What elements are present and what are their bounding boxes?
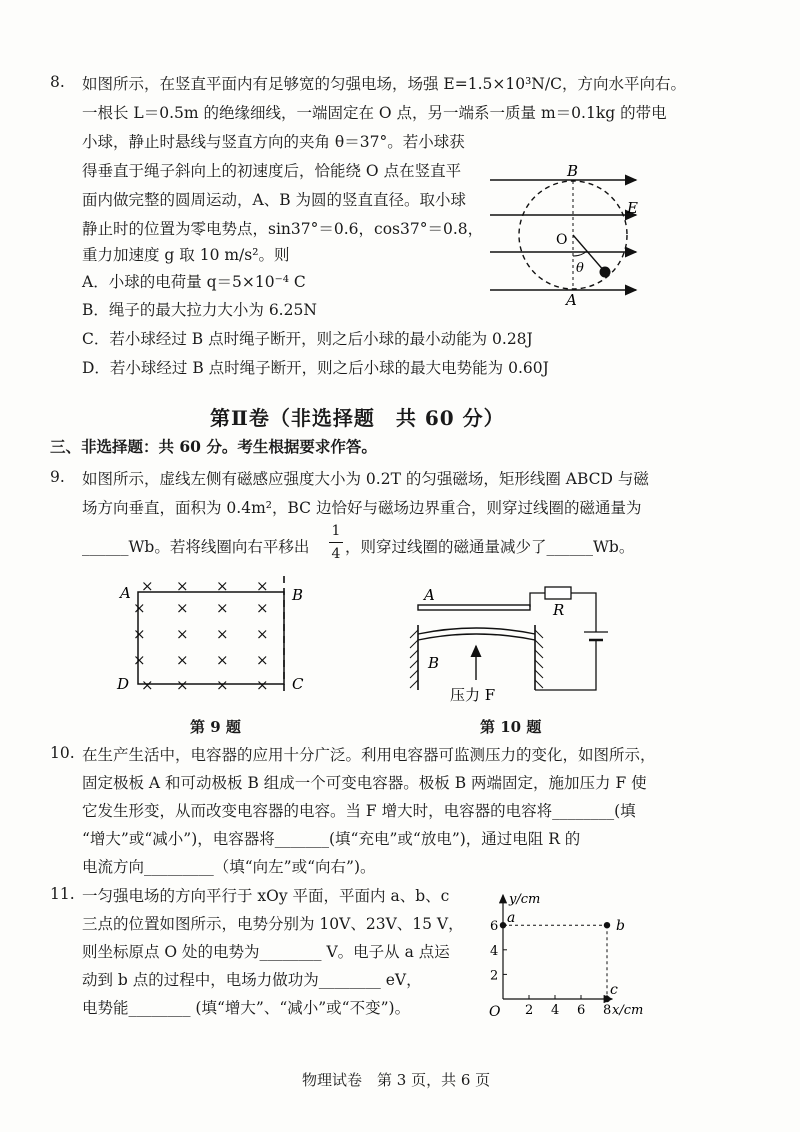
wire-bottom bbox=[535, 640, 596, 690]
plate-b-bottom bbox=[418, 634, 535, 640]
y-tick-label: 4 bbox=[490, 943, 499, 959]
q8-option-d: D．若小球经过 B 点时绳子断开，则之后小球的最大电势能为 0.60J bbox=[82, 359, 549, 377]
fraction-denominator: 4 bbox=[331, 546, 341, 562]
field-cross: × bbox=[176, 676, 189, 694]
x-tick-label: 6 bbox=[577, 1003, 586, 1018]
q11-coordinate-chart bbox=[470, 885, 660, 1025]
field-cross: × bbox=[176, 599, 189, 617]
q8-line-7: 重力加速度 g 取 10 m/s²。则 bbox=[82, 246, 290, 264]
magnetic-field-crosses bbox=[133, 577, 269, 694]
right-wall-hatching bbox=[535, 630, 543, 688]
plate-a bbox=[418, 605, 530, 610]
q9-label-d: D bbox=[117, 675, 130, 693]
q8-label-theta: θ bbox=[576, 261, 584, 276]
plate-b-top bbox=[418, 628, 535, 634]
field-cross: × bbox=[216, 651, 229, 669]
q9-line-2: 场方向垂直，面积为 0.4m²，BC 边恰好与磁场边界重合，则穿过线圈的磁通量为 bbox=[82, 499, 642, 517]
point-label-c: c bbox=[610, 982, 618, 998]
field-cross: × bbox=[256, 651, 269, 669]
field-cross: × bbox=[133, 599, 146, 617]
field-cross: × bbox=[216, 676, 229, 694]
field-cross: × bbox=[176, 651, 189, 669]
q10-label-a: A bbox=[424, 586, 435, 604]
q8-label-b: B bbox=[567, 162, 579, 180]
y-tick-label: 6 bbox=[490, 919, 499, 935]
field-cross: × bbox=[141, 577, 154, 595]
wire-top-left bbox=[530, 593, 545, 607]
q9-label-a: A bbox=[120, 584, 131, 602]
field-cross: × bbox=[216, 599, 229, 617]
q11-line-1: 一匀强电场的方向平行于 xOy 平面，平面内 a、b、c bbox=[82, 887, 450, 905]
field-cross: × bbox=[133, 651, 146, 669]
point-b bbox=[604, 922, 610, 928]
q10-line-2: 固定极板 A 和可动极板 B 组成一个可变电容器。极板 B 两端固定，施加压力 F 使 bbox=[82, 774, 647, 792]
field-cross: × bbox=[176, 577, 189, 595]
point-group bbox=[500, 910, 625, 1002]
fraction-bar bbox=[329, 542, 343, 543]
left-wall-hatching bbox=[410, 630, 418, 688]
q10-caption: 第 10 题 bbox=[480, 718, 542, 736]
field-cross: × bbox=[133, 625, 146, 643]
q10-line-4: “增大”或“减小”)，电容器将_______(填“充电”或“放电”)，通过电阻 R 的 bbox=[82, 830, 581, 848]
y-tick-label: 2 bbox=[490, 968, 499, 984]
q10-label-f: 压力 F bbox=[450, 686, 496, 704]
q8-line-3: 小球，静止时悬线与竖直方向的夹角 θ＝37°。若小球获 bbox=[82, 133, 465, 151]
resistor-r bbox=[545, 587, 571, 599]
q9-figure bbox=[110, 574, 315, 699]
q11-line-3: 则坐标原点 O 处的电势为________ V。电子从 a 点运 bbox=[82, 943, 450, 961]
q8-figure bbox=[480, 160, 650, 310]
field-cross: × bbox=[256, 676, 269, 694]
q9-line-3b: ，则穿过线圈的磁通量减少了______Wb。 bbox=[345, 538, 635, 556]
fraction-numerator: 1 bbox=[331, 523, 341, 539]
q8-label-a: A bbox=[566, 291, 577, 309]
tick-group bbox=[490, 919, 611, 1018]
q9-caption: 第 9 题 bbox=[190, 718, 241, 736]
q10-line-5: 电流方向_________（填“向左”或“向右”)。 bbox=[82, 858, 376, 876]
origin-label: O bbox=[489, 1004, 501, 1020]
point-label-b: b bbox=[616, 918, 625, 935]
x-tick-label: 4 bbox=[551, 1003, 560, 1018]
q10-line-1: 在生产生活中，电容器的应用十分广泛。利用电容器可监测压力的变化，如图所示， bbox=[82, 746, 656, 764]
q8-number: 8. bbox=[50, 73, 65, 91]
wire-top-right bbox=[571, 593, 596, 632]
x-tick-label: 8 bbox=[603, 1003, 612, 1018]
q11-number: 11. bbox=[50, 885, 75, 903]
page-footer: 物理试卷 第 3 页，共 6 页 bbox=[302, 1071, 491, 1089]
field-cross: × bbox=[176, 625, 189, 643]
q8-line-5: 面内做完整的圆周运动，A、B 为圆的竖直直径。取小球 bbox=[82, 191, 467, 209]
q8-line-4: 得垂直于绳子斜向上的初速度后，恰能绕 O 点在竖直平 bbox=[82, 162, 462, 180]
q9-line-3a: ______Wb。若将线圈向右平移出 bbox=[82, 538, 310, 556]
y-axis-label: y/cm bbox=[509, 892, 541, 907]
section-2-title: 第Ⅱ卷（非选择题 共 60 分） bbox=[210, 406, 505, 430]
q8-option-c: C．若小球经过 B 点时绳子断开，则之后小球的最小动能为 0.28J bbox=[82, 330, 533, 348]
q8-line-6: 静止时的位置为零电势点，sin37°＝0.6，cos37°＝0.8， bbox=[82, 220, 484, 238]
q11-line-5: 电势能________ (填“增大”、“减小”或“不变”)。 bbox=[82, 999, 411, 1017]
q9-label-c: C bbox=[292, 675, 304, 693]
q9-label-b: B bbox=[292, 586, 304, 604]
q8-line-2: 一根长 L＝0.5m 的绝缘细线，一端固定在 O 点，另一端系一质量 m＝0.1kg 的带电 bbox=[82, 104, 667, 122]
q9-line-1: 如图所示，虚线左侧有磁感应强度大小为 0.2T 的匀强磁场，矩形线圈 ABCD 与磁 bbox=[82, 470, 649, 488]
x-axis-label: x/cm bbox=[612, 1003, 644, 1018]
q10-label-r: R bbox=[553, 601, 565, 619]
field-cross: × bbox=[216, 577, 229, 595]
point-label-a: a bbox=[507, 910, 516, 927]
q8-label-o: O bbox=[556, 232, 568, 248]
guide-group bbox=[503, 925, 607, 999]
field-cross: × bbox=[216, 625, 229, 643]
q10-number: 10. bbox=[50, 744, 75, 762]
q10-figure bbox=[400, 580, 620, 705]
charged-ball bbox=[600, 267, 611, 278]
q8-label-e: E bbox=[627, 199, 638, 217]
field-cross: × bbox=[256, 577, 269, 595]
q9-number: 9. bbox=[50, 468, 65, 486]
q11-line-4: 动到 b 点的过程中，电场力做功为________ eV， bbox=[82, 971, 422, 989]
x-tick-label: 2 bbox=[525, 1003, 534, 1018]
field-cross: × bbox=[256, 625, 269, 643]
point-a bbox=[500, 922, 506, 928]
q8-option-a: A．小球的电荷量 q＝5×10⁻⁴ C bbox=[82, 273, 306, 291]
q10-line-3: 它发生形变，从而改变电容器的电容。当 F 增大时，电容器的电容将________(填 bbox=[82, 802, 636, 820]
field-cross: × bbox=[256, 599, 269, 617]
q10-label-b: B bbox=[428, 654, 440, 672]
q11-line-2: 三点的位置如图所示，电势分别为 10V、23V、15 V， bbox=[82, 915, 464, 933]
q8-option-b: B．绳子的最大拉力大小为 6.25N bbox=[82, 301, 317, 319]
q8-line-1: 如图所示，在竖直平面内有足够宽的匀强电场，场强 E=1.5×10³N/C，方向水平向右。 bbox=[82, 75, 686, 93]
section-2-heading: 三、非选择题：共 60 分。考生根据要求作答。 bbox=[50, 437, 377, 456]
field-cross: × bbox=[141, 676, 154, 694]
